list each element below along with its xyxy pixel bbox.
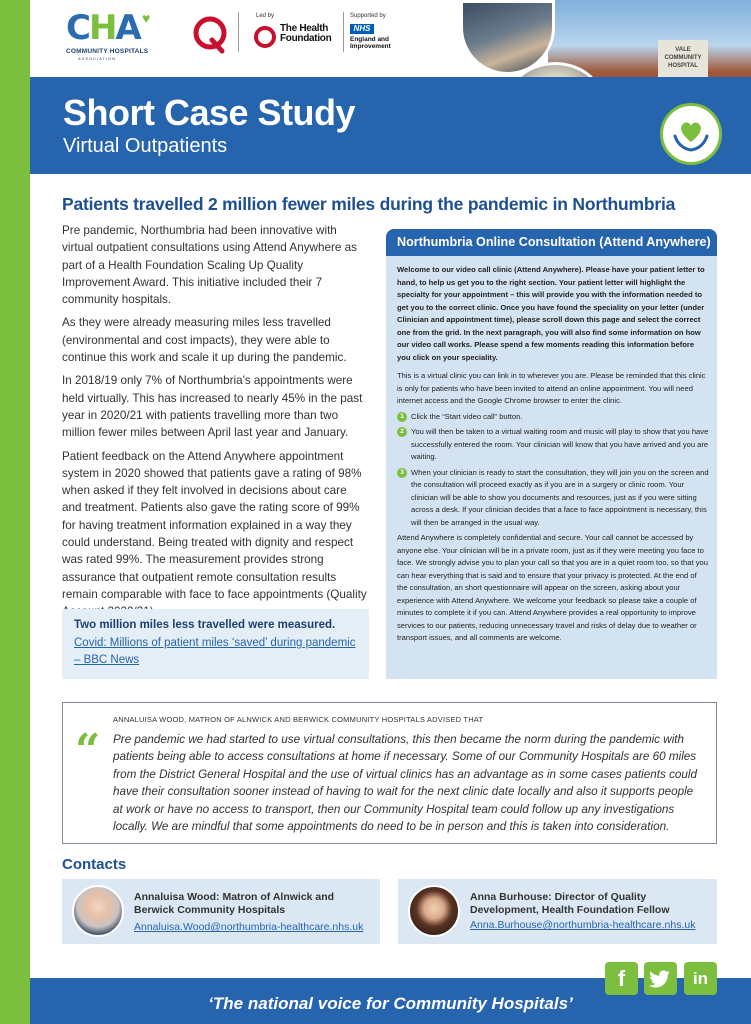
footer [30, 978, 751, 1024]
step-text: Click the “Start video call” button. [411, 411, 523, 421]
step-number-badge: 3 [397, 468, 407, 478]
consultation-closing: Attend Anywhere is completely confidential and secure. Your call cannot be accessed by anyone else. Your clinician will be in a private room, just as if they were meeting you face to face. We strongly advise you to plan your call so that you are in a quiet room too, so that you can hear everything that is said and to ensure that your privacy is protected. At the end of the consultation, an short questionnaire will appear on the screen, asking about your experience with Attend Anywhere. We welcome your feedback so please take a couple of minutes to complete it if you can. Attend Anywhere provides a real opportunity to improve services to our patients, reducing unnecessary travel and risks of delay due to weather or transport issues, and all comments are welcome. [397, 533, 708, 642]
q-logo-icon[interactable] [190, 14, 230, 54]
supported-by-label: Supported by [350, 13, 386, 19]
cha-logo[interactable] [66, 8, 156, 63]
contact-card [398, 879, 717, 944]
body-paragraph: As they were already measuring miles less travelled (environmental and cost impacts), they were able to continue this work and scale it up during the pandemic. [62, 316, 347, 365]
consultation-intro: This is a virtual clinic you can link in to wherever you are. Please be reminded that this clinic is only for patients who have been invited to attend an online appointment. You will need internet access and the Google Chrome browser to enter the clinic. [397, 371, 706, 405]
bbc-news-link[interactable]: Covid: Millions of patient miles ‘saved’ during pandemic – BBC News [74, 637, 356, 666]
consultation-step [397, 411, 709, 424]
heart-hands-icon [671, 114, 711, 154]
cha-logo-letters [66, 8, 140, 48]
step-text: When your clinician is ready to start the consultation, they will join you on the screen and the consultation will proceed exactly as if you are in a surgery or clinic room. Your clinician will be able to show you documents and resources, just as if you were sitting across a desk. If your clinician decides that a face to face appointment is necessary, this will then be arranged in the usual way. [411, 467, 709, 527]
contact-name: Annaluisa Wood: Matron of Alnwick and Berwick Community Hospitals [134, 891, 335, 916]
nhs-name: England and Improvement [350, 36, 391, 50]
consultation-step [397, 426, 709, 464]
led-by-label: Led by [256, 13, 275, 19]
step-text: You will then be taken to a virtual waiting room and music will play to show that you have successfully entered the room. Your clinician will know that you have arrived and you are waiting. [411, 427, 709, 461]
quote-mark-icon: “ [75, 725, 101, 776]
consultation-intro-bold: Welcome to our video call clinic (Attend Anywhere). Please have your patient letter to hand, to help us get you to the right section. Your patient letter will highlight the specialty for your appointment – this will provide you with the information needed to get you to the correct clinic. Once you have found the speciality on your letter (under Clinician and appointment time), please scroll down this page and select the correct one from the grid. In the next paragraph, you will also find some information on how our video call works. Please spend a few moments reading this information before you click on your speciality. [397, 265, 705, 362]
page-title: Short Case Study [63, 92, 356, 133]
hospital-sign: VALE COMMUNITY HOSPITAL [658, 40, 708, 80]
cha-logo-name: COMMUNITY HOSPITALS [66, 48, 149, 55]
headline: Patients travelled 2 million fewer miles during the pandemic in Northumbria [62, 194, 676, 214]
body-paragraph: In 2018/19 only 7% of Northumbria's appointments were held virtually. This has increased to nearly 45% in the past year in 2020/21 with patients travelling more than two million fewer miles between April last year and January. [62, 374, 363, 440]
contact-name: Anna Burhouse: Director of Quality Development, Health Foundation Fellow [470, 891, 670, 916]
avatar [408, 885, 460, 937]
heart-icon: ♥ [142, 10, 151, 26]
cha-logo-sub: ASSOCIATION [78, 56, 117, 61]
consultation-panel-title: Northumbria Online Consultation (Attend Anywhere) [386, 229, 717, 256]
heart-hands-badge-icon [660, 103, 722, 165]
linkedin-icon[interactable]: in [684, 962, 717, 995]
body-text [62, 222, 368, 627]
contact-card [62, 879, 380, 944]
body-paragraph: Pre pandemic, Northumbria had been innovative with virtual outpatient consultations using Attend Anywhere as part of a Health Foundation Scaling Up Quality Improvement Award. This initiative included their 7 community hospitals. [62, 224, 357, 307]
left-accent-strip [0, 0, 30, 1024]
health-foundation-logo[interactable] [254, 24, 344, 52]
step-number-badge: 2 [397, 427, 407, 437]
cha-letter-h: H [88, 8, 116, 48]
facebook-icon[interactable]: f [605, 962, 638, 995]
twitter-bird-icon [644, 962, 677, 995]
quote-attribution: ANNALUISA WOOD, MATRON OF ALNWICK AND BERWICK COMMUNITY HOSPITALS ADVISED THAT [113, 715, 484, 724]
highlight-box [62, 609, 369, 679]
quote-box [62, 702, 717, 844]
contact-email-link[interactable]: Anna.Burhouse@northumbria-healthcare.nhs.uk [470, 919, 696, 931]
contact-email-link[interactable]: Annaluisa.Wood@northumbria-healthcare.nhs.uk [134, 921, 364, 933]
twitter-icon[interactable] [644, 962, 677, 995]
cha-letter-c: C [66, 8, 89, 48]
consultation-step [397, 467, 709, 530]
cha-letter-a: A [115, 8, 140, 48]
health-foundation-name: The Health Foundation [280, 23, 332, 44]
health-foundation-circle-icon [254, 26, 276, 48]
highlight-title: Two million miles less travelled were measured. [74, 619, 336, 631]
avatar [72, 885, 124, 937]
step-number-badge: 1 [397, 412, 407, 422]
logo-divider [238, 12, 239, 52]
page-subtitle: Virtual Outpatients [63, 135, 228, 157]
quote-text: Pre pandemic we had started to use virtual consultations, this then became the norm during the pandemic with patients being able to access consultations at home if necessary. Some of our Community Hospitals are 60 miles from the District General Hospital and the use of virtual clinics has an advantage as in some cases patients could have their consultation sooner instead of having to wait for the next clinic date locally and also it supports people at work or have no access to transport, then our Community Hospital team could follow up any investigations locally. We are mindful that some appointments do need to be in person and this is taken into consideration. [113, 733, 698, 834]
contacts-heading: Contacts [62, 856, 127, 873]
consultation-panel-body [397, 264, 709, 648]
nhs-logo[interactable]: NHS [350, 24, 374, 34]
footer-tagline: ‘The national voice for Community Hospitals’ [208, 994, 573, 1013]
logo-divider [343, 12, 344, 52]
body-paragraph: Patient feedback on the Attend Anywhere appointment system in 2020 showed that patients gave a rating of 98% when asked if they felt involved in decisions about care and treatment. Patients also gave the rating score of 99% for having treatment information explained in a way they could understand. Being treated with dignity and respect was rated 99%. The measurement provides strong assurance that outpatient remote consultation results remain comparable with face to face appointments (Quality [62, 449, 367, 601]
title-banner [30, 77, 751, 174]
consultation-panel [386, 229, 717, 679]
